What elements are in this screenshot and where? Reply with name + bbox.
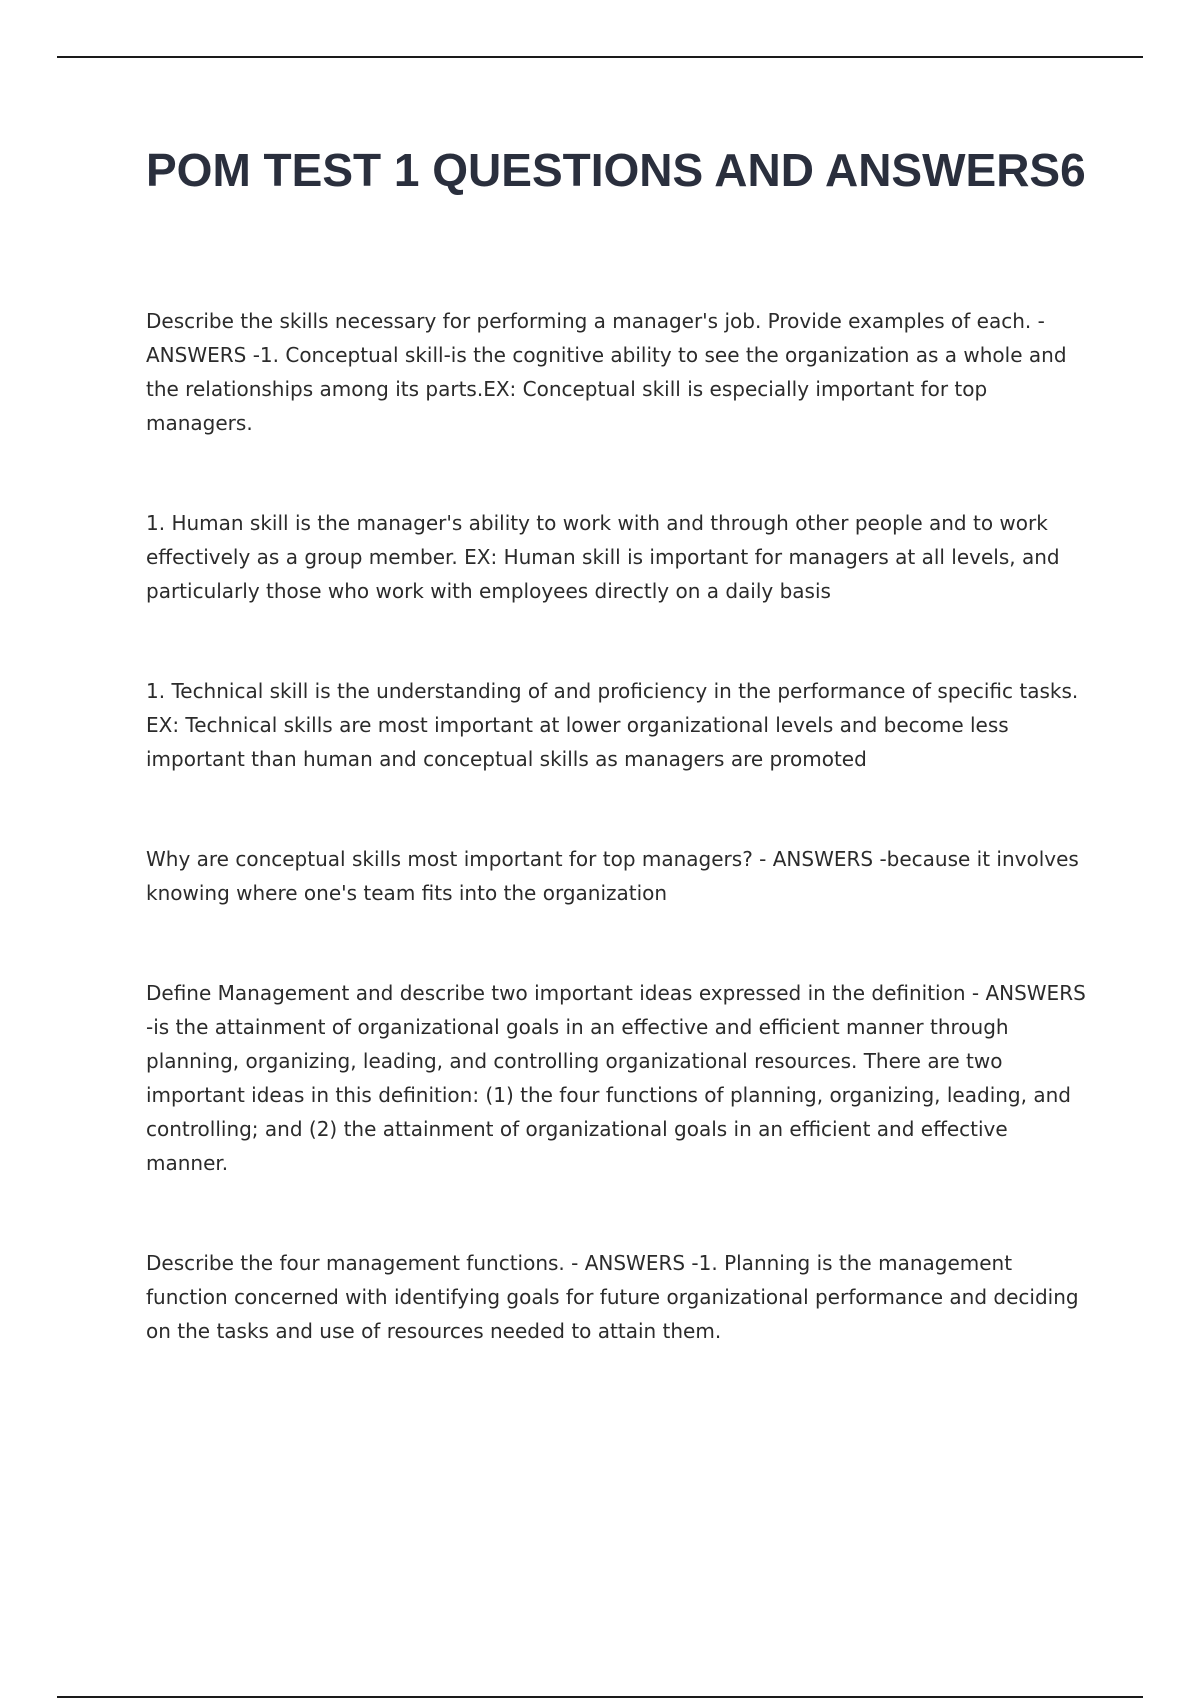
paragraph-skills-question: Describe the skills necessary for performing a manager's job. Provide examples of each. - ANSWERS -1. Conceptual skill-is the cognitive ability to see the organization as a whole and the relationships among its parts.EX: Conceptual skill is especially important for top managers. [146,309,1067,435]
bottom-divider [57,1696,1143,1698]
paragraph-human-skill: 1. Human skill is the manager's ability to work with and through other people and to work effectively as a group member. EX: Human skill is important for managers at all levels, and particularly those who work with employees directly on a daily basis [146,511,1060,603]
paragraph-four-functions: Describe the four management functions. - ANSWERS -1. Planning is the management function concerned with identifying goals for future organizational performance and deciding on the tasks and use of resources needed to attain them. [146,1251,1079,1343]
paragraph-conceptual-skills-question: Why are conceptual skills most important for top managers? - ANSWERS -because it involves knowing where one's team fits into the organization [146,847,1079,905]
top-divider [57,56,1143,58]
paragraph-technical-skill: 1. Technical skill is the understanding of and proficiency in the performance of specific tasks. EX: Technical skills are most important at lower organizational levels and become less important than human and conceptual skills as managers are promoted [146,679,1079,771]
document-title: POM TEST 1 QUESTIONS AND ANSWERS6 [146,144,1086,196]
paragraph-define-management: Define Management and describe two important ideas expressed in the definition - ANSWERS -is the attainment of organizational goals in an effective and efficient manner through planning, organizing, leading, and controlling organizational resources. There are two important ideas in this definition: (1) the four functions of planning, organizing, leading, and controlling; and (2) the attainment of organizational goals in an efficient and effective manner. [146,981,1086,1175]
document-body [146,142,1096,1414]
qa-paragraphs [146,304,1096,1348]
